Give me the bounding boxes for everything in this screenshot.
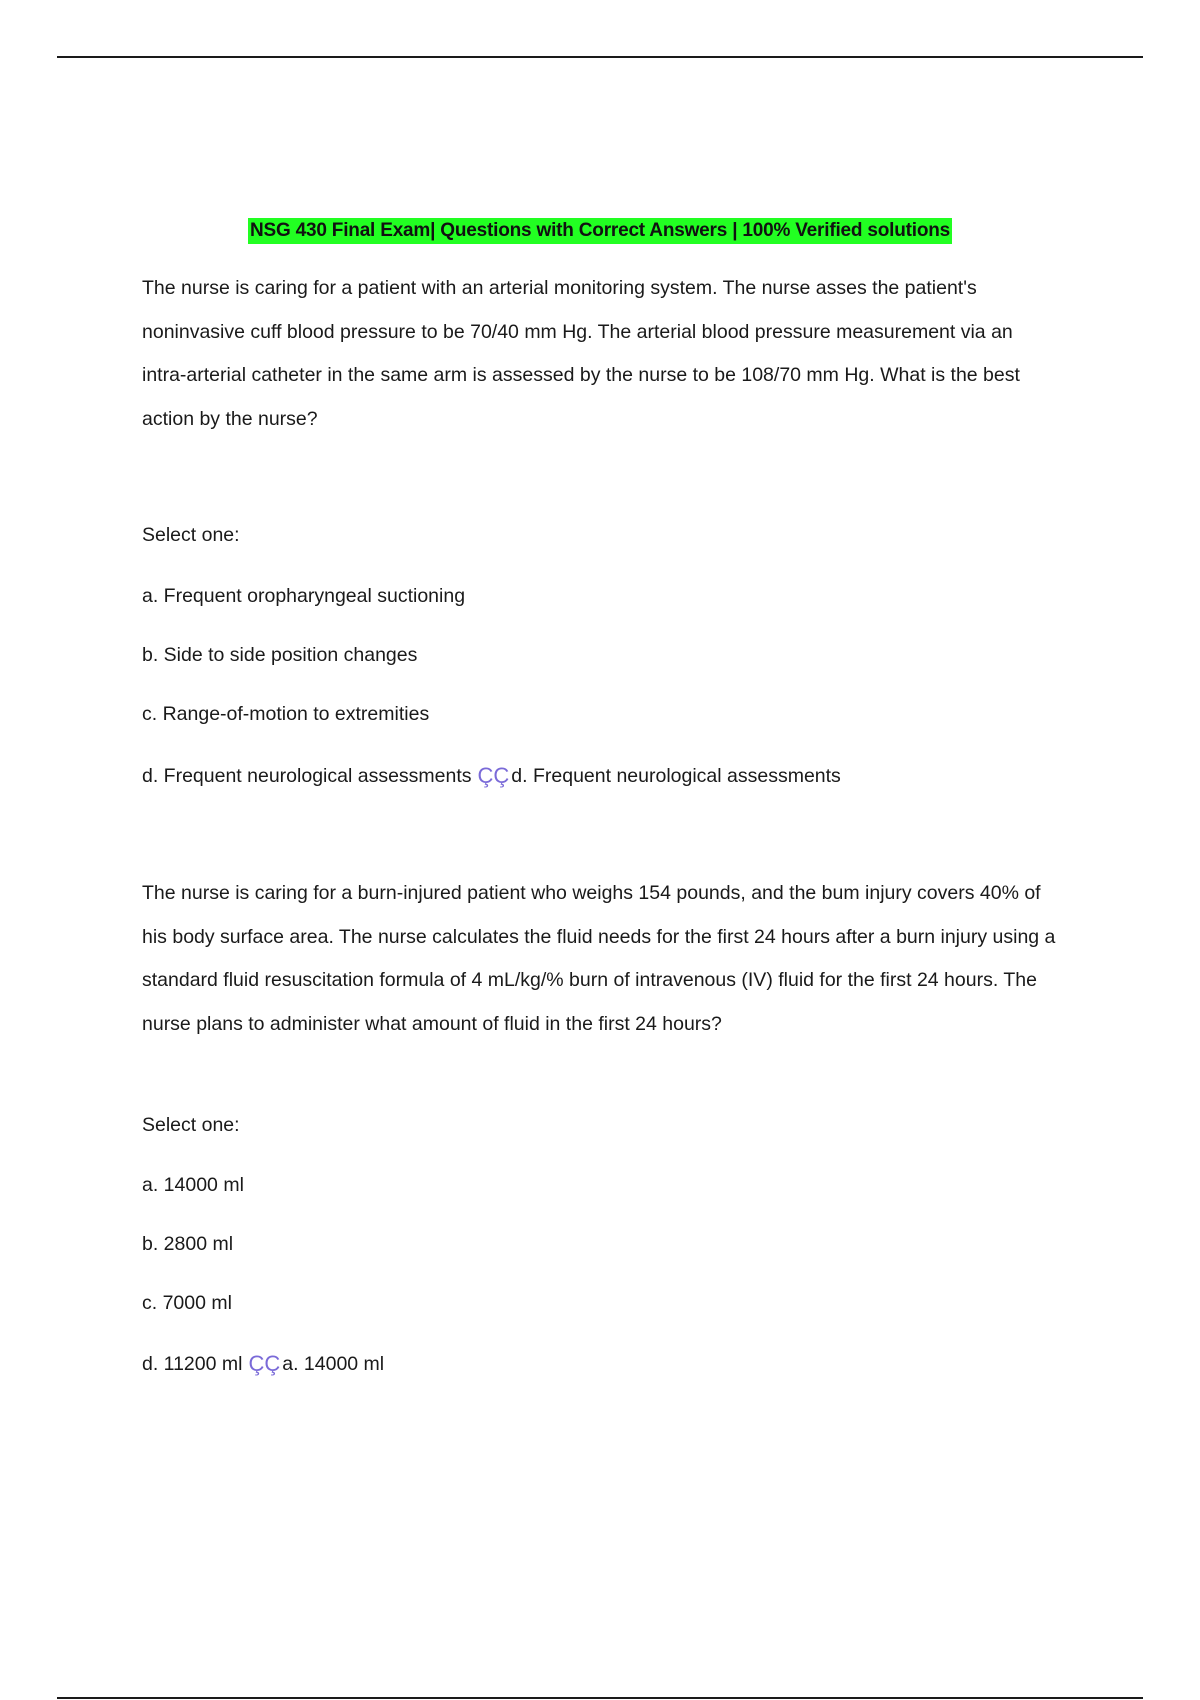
answer-marker-icon: ÇÇ	[248, 1351, 281, 1376]
header-rule	[57, 56, 1143, 58]
question-1-option-c: c. Range-of-motion to extremities	[142, 703, 430, 725]
question-1-text-block	[142, 267, 1062, 441]
question-2-option-a: a. 14000 ml	[142, 1174, 244, 1196]
question-2-text: The nurse is caring for a burn-injured patient who weighs 154 pounds, and the bum injury covers 40% of his body surface area. The nurse calculates the fluid needs for the first 24 hours after a burn injury using a standard fluid resuscitation formula of 4 mL/kg/% burn of intravenous (IV) fluid for the first 24 hours. The nurse plans to administer what amount of fluid in the first 24 hours?	[142, 882, 1056, 1035]
question-1-answer: d. Frequent neurological assessments	[511, 765, 841, 787]
answer-marker-icon: ÇÇ	[477, 763, 510, 788]
question-1-option-d-row	[142, 764, 841, 788]
question-2-option-c: c. 7000 ml	[142, 1292, 232, 1314]
question-2-answer: a. 14000 ml	[282, 1353, 385, 1375]
title-container	[0, 218, 1200, 244]
question-1-select-label: Select one:	[142, 524, 240, 546]
question-2-option-d-row	[142, 1352, 384, 1376]
question-1-text: The nurse is caring for a patient with an arterial monitoring system. The nurse asses the patient's noninvasive cuff blood pressure to be 70/40 mm Hg. The arterial blood pressure measurement via an intra-arterial catheter in the same arm is assessed by the nurse to be 108/70 mm Hg. What is the best action by the nurse?	[142, 277, 1020, 430]
question-1-option-b: b. Side to side position changes	[142, 644, 418, 666]
question-2-option-d: d. 11200 ml	[142, 1353, 243, 1375]
question-2-text-block	[142, 872, 1062, 1046]
question-2-select-label: Select one:	[142, 1114, 240, 1136]
question-1-option-a: a. Frequent oropharyngeal suctioning	[142, 585, 466, 607]
document-title: NSG 430 Final Exam| Questions with Correct Answers | 100% Verified solutions	[248, 218, 952, 244]
question-2-option-b: b. 2800 ml	[142, 1233, 234, 1255]
question-1-option-d: d. Frequent neurological assessments	[142, 765, 472, 787]
footer-rule	[57, 1697, 1143, 1699]
